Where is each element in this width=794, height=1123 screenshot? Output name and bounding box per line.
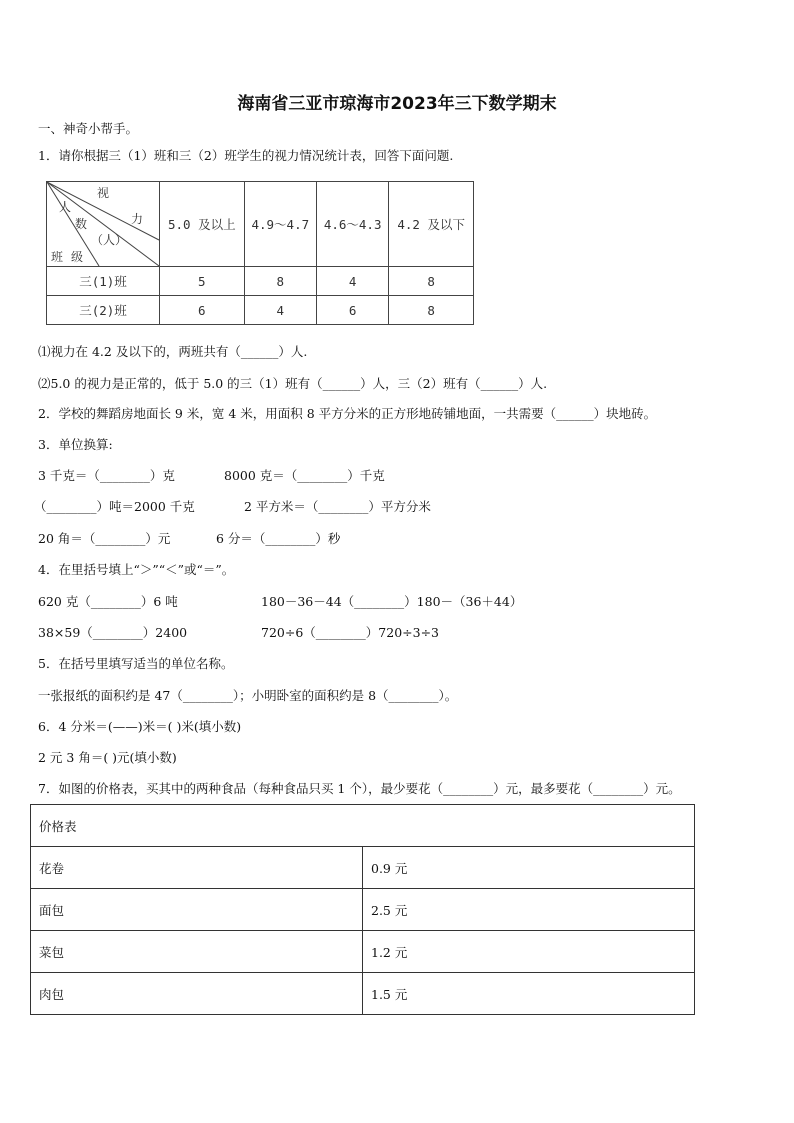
compare-item: 620 克（________）6 吨 bbox=[38, 594, 178, 609]
conversion-item: 20 角＝（________）元 bbox=[38, 531, 171, 546]
diag-label: 级 bbox=[71, 250, 84, 264]
item-price: 2.5 元 bbox=[363, 889, 695, 931]
question-5-line: 一张报纸的面积约是 47（________）；小明卧室的面积约是 8（________）。 bbox=[38, 688, 458, 703]
section-heading: 一、神奇小帮手。 bbox=[38, 121, 139, 136]
table-cell: 8 bbox=[389, 267, 474, 296]
price-table-title: 价格表 bbox=[31, 805, 695, 847]
question-3-text: 3．单位换算: bbox=[38, 437, 113, 452]
price-table bbox=[30, 804, 695, 1015]
table-cell: 6 bbox=[316, 296, 388, 325]
question-4-text: 4．在里括号填上“＞”“＜”或“＝”。 bbox=[38, 562, 235, 577]
diag-label: （人） bbox=[91, 233, 128, 247]
compare-item: 38×59（________）2400 bbox=[38, 625, 188, 640]
item-price: 1.5 元 bbox=[363, 973, 695, 1015]
question-1-sub-2: ⑵5.0 的视力是正常的，低于 5.0 的三（1）班有（______）人，三（2）班有（______）人. bbox=[38, 376, 548, 391]
conversion-item: 8000 克＝（________）千克 bbox=[224, 468, 385, 483]
diag-label: 数 bbox=[75, 217, 88, 231]
table-row bbox=[31, 847, 695, 889]
column-header: 5.0 及以上 bbox=[160, 182, 245, 267]
compare-item: 720÷6（________）720÷3÷3 bbox=[261, 625, 439, 640]
question-1-text: 1．请你根据三（1）班和三（2）班学生的视力情况统计表，回答下面问题. bbox=[38, 148, 454, 163]
item-price: 1.2 元 bbox=[363, 931, 695, 973]
table-row bbox=[47, 296, 474, 325]
item-name: 花卷 bbox=[31, 847, 363, 889]
question-5-text: 5．在括号里填写适当的单位名称。 bbox=[38, 656, 234, 671]
page-title: 海南省三亚市琼海市2023年三下数学期末 bbox=[237, 94, 557, 114]
table-cell: 6 bbox=[160, 296, 245, 325]
column-header: 4.2 及以下 bbox=[389, 182, 474, 267]
question-2-text: 2．学校的舞蹈房地面长 9 米，宽 4 米，用面积 8 平方分米的正方形地砖铺地面，一共需要（______）块地砖。 bbox=[38, 406, 657, 421]
diagonal-header-cell bbox=[47, 182, 160, 267]
table-cell: 8 bbox=[389, 296, 474, 325]
diag-label: 视 bbox=[97, 186, 110, 200]
table-cell: 5 bbox=[160, 267, 245, 296]
table-row bbox=[31, 973, 695, 1015]
diag-label: 力 bbox=[131, 212, 144, 226]
table-cell: 4 bbox=[244, 296, 316, 325]
conversion-item: 6 分＝（________）秒 bbox=[216, 531, 341, 546]
conversion-item: 2 平方米＝（________）平方分米 bbox=[244, 499, 431, 514]
item-price: 0.9 元 bbox=[363, 847, 695, 889]
question-1-sub-1: ⑴视力在 4.2 及以下的，两班共有（______）人. bbox=[38, 344, 308, 359]
row-class: 三(1)班 bbox=[47, 267, 160, 296]
question-7-text: 7．如图的价格表，买其中的两种食品（每种食品只买 1 个），最少要花（________）元，最多要花（________）元。 bbox=[38, 781, 681, 796]
table-cell: 4 bbox=[316, 267, 388, 296]
table-row bbox=[47, 267, 474, 296]
question-6-line-2: 2 元 3 角＝( )元(填小数) bbox=[38, 750, 177, 765]
item-name: 肉包 bbox=[31, 973, 363, 1015]
table-row bbox=[31, 889, 695, 931]
question-6-line-1: 6．4 分米＝(——)米＝( )米(填小数) bbox=[38, 719, 242, 734]
vision-stats-table bbox=[46, 181, 474, 325]
conversion-item: 3 千克＝（________）克 bbox=[38, 468, 175, 483]
column-header: 4.6～4.3 bbox=[316, 182, 388, 267]
compare-item: 180－36－44（________）180－（36＋44） bbox=[261, 594, 523, 609]
item-name: 菜包 bbox=[31, 931, 363, 973]
conversion-item: （________）吨＝2000 千克 bbox=[34, 499, 195, 514]
table-cell: 8 bbox=[244, 267, 316, 296]
diag-label: 班 bbox=[51, 250, 64, 264]
item-name: 面包 bbox=[31, 889, 363, 931]
table-row bbox=[31, 931, 695, 973]
row-class: 三(2)班 bbox=[47, 296, 160, 325]
diag-label: 人 bbox=[59, 200, 72, 214]
column-header: 4.9～4.7 bbox=[244, 182, 316, 267]
